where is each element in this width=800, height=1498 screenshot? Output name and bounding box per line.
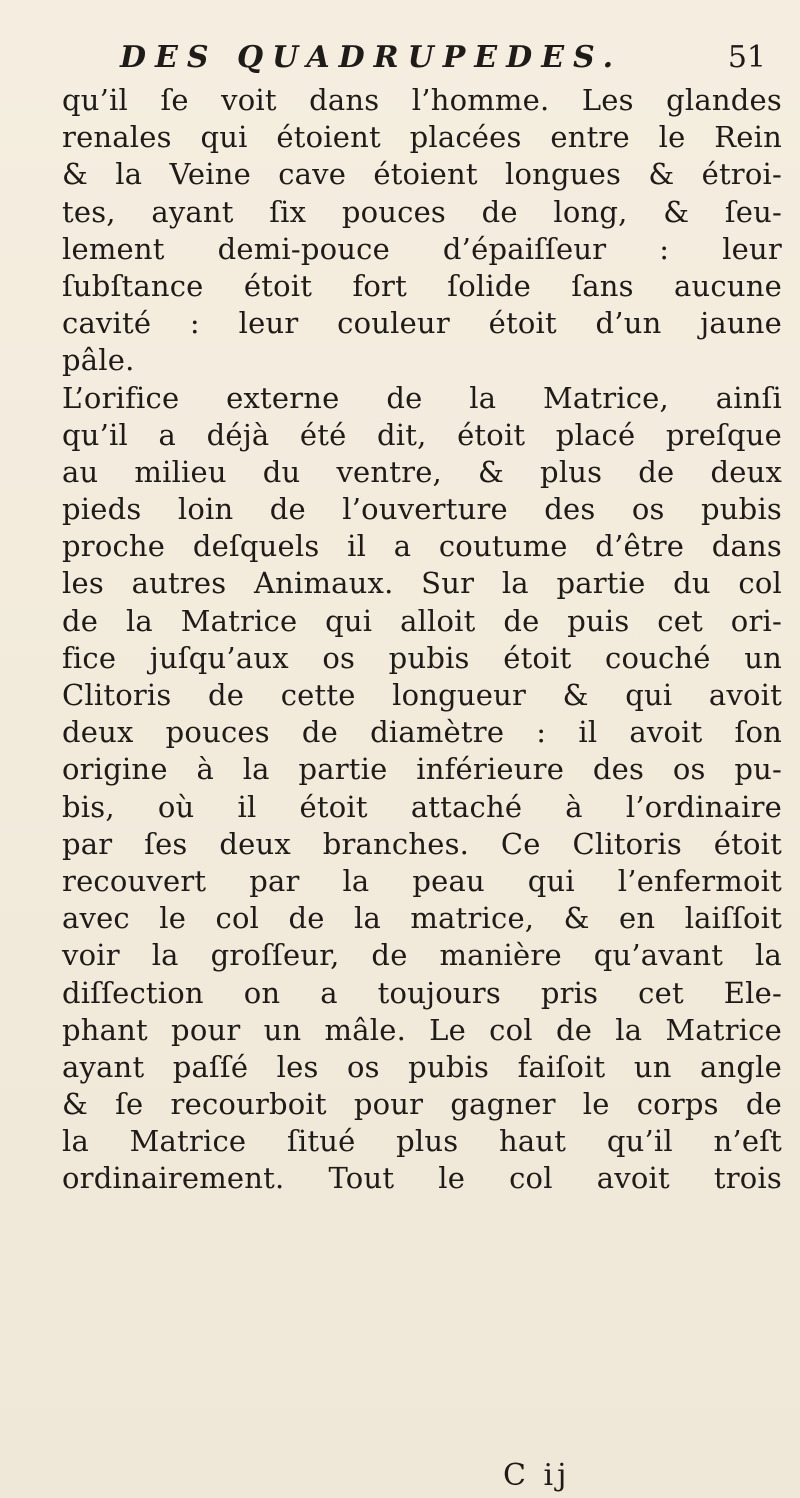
text-line: diſſection on a toujours pris cet Ele- <box>62 975 782 1010</box>
text-line: ſubſtance étoit fort ſolide ſans aucune <box>62 268 782 303</box>
text-line: de la Matrice qui alloit de puis cet ori- <box>62 603 782 638</box>
text-line: la Matrice ſitué plus haut qu’il n’eſt <box>62 1124 782 1159</box>
text-line: lement demi-pouce d’épaiſſeur : leur <box>62 231 782 266</box>
text-line: au milieu du ventre, & plus de deux <box>62 454 782 489</box>
text-line: les autres Animaux. Sur la partie du col <box>62 566 782 601</box>
paragraph-start-line: L’orifice externe de la Matrice, ainſi <box>62 380 782 415</box>
running-head <box>60 40 776 84</box>
text-line: renales qui étoient placées entre le Rein <box>62 120 782 155</box>
page-number: 51 <box>727 40 766 75</box>
text-line: origine à la partie inférieure des os pu- <box>62 752 782 787</box>
running-title: DES QUADRUPEDES. <box>120 40 623 75</box>
body-text <box>62 82 782 1198</box>
text-line: avec le col de la matrice, & en laiſſoit <box>62 901 782 936</box>
text-line: voir la groſſeur, de manière qu’avant la <box>62 938 782 973</box>
text-line: recouvert par la peau qui l’enfermoit <box>62 863 782 898</box>
text-line: Clitoris de cette longueur & qui avoit <box>62 678 782 712</box>
text-line: pâle. <box>62 343 135 378</box>
text-line: deux pouces de diamètre : il avoit ſon <box>62 715 782 750</box>
text-line: & la Veine cave étoient longues & étroi- <box>62 157 782 192</box>
text-line: ayant paſſé les os pubis faiſoit un angle <box>62 1049 782 1084</box>
text-line: qu’il ſe voit dans l’homme. Les glandes <box>62 83 782 117</box>
signature-mark: C ij <box>503 1458 571 1493</box>
text-line: qu’il a déjà été dit, étoit placé preſque <box>62 417 782 452</box>
text-line: par ſes deux branches. Ce Clitoris étoit <box>62 826 782 861</box>
text-line: cavité : leur couleur étoit d’un jaune <box>62 306 782 341</box>
text-line: & ſe recourboit pour gagner le corps de <box>62 1087 782 1122</box>
text-line: ordinairement. Tout le col avoit trois <box>62 1161 782 1196</box>
text-line: proche deſquels il a coutume d’être dans <box>62 529 782 564</box>
text-line: fice juſqu’aux os pubis étoit couché un <box>62 640 782 675</box>
text-line: pieds loin de l’ouverture des os pubis <box>62 492 782 527</box>
text-line: bis, où il étoit attaché à l’ordinaire <box>62 789 782 824</box>
text-line: phant pour un mâle. Le col de la Matrice <box>62 1012 782 1047</box>
text-line: tes, ayant ſix pouces de long, & ſeu- <box>62 194 782 229</box>
